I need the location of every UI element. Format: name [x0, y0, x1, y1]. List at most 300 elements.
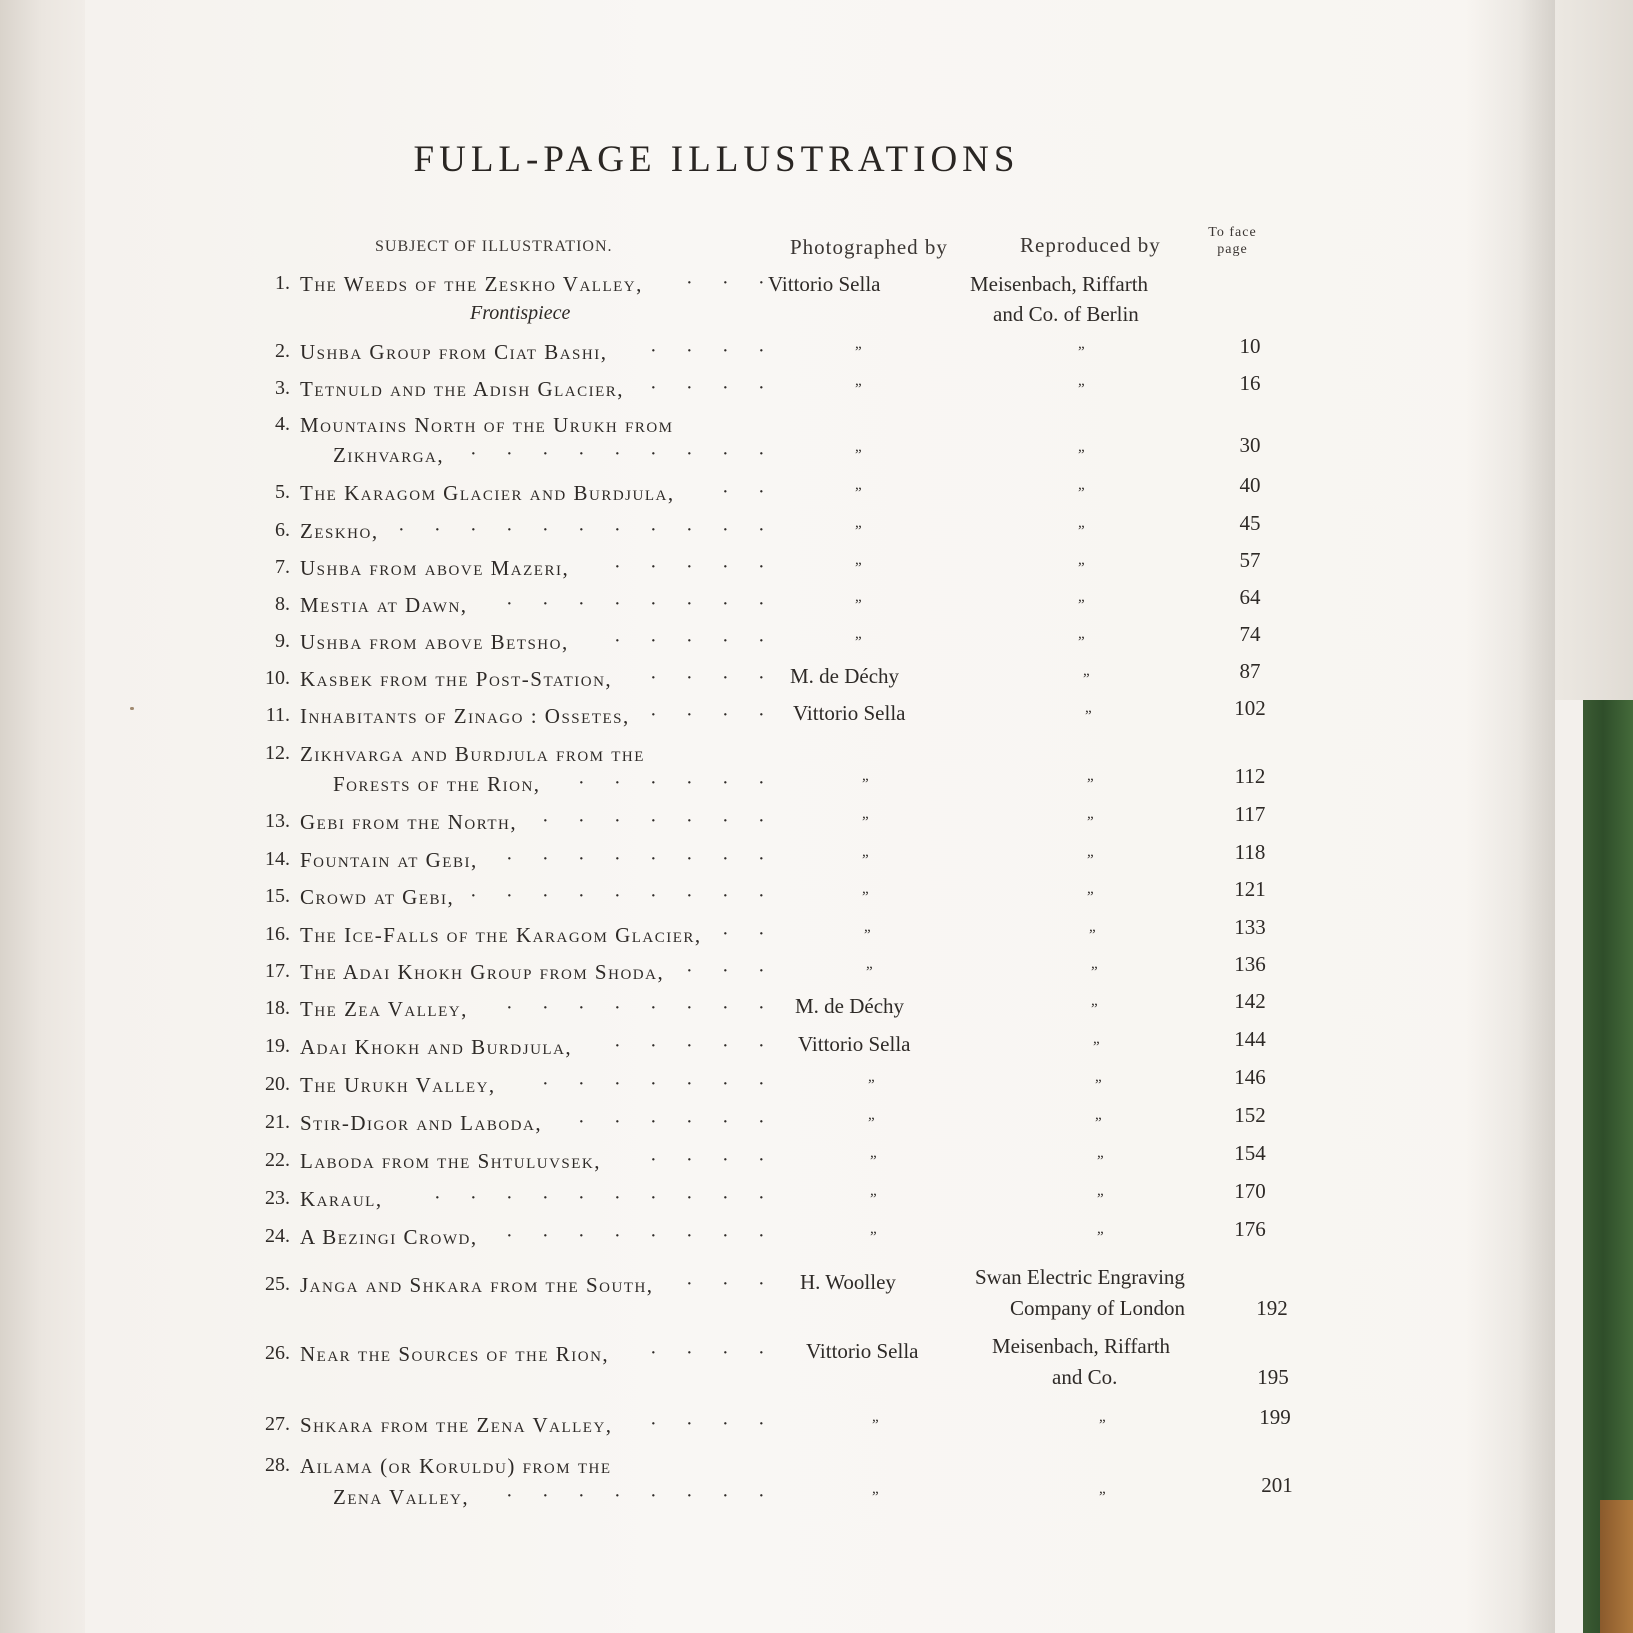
leader-dot: · — [758, 667, 765, 689]
row-photographer: Vittorio Sella — [806, 1339, 919, 1363]
row-title: Ushba from above Betsho, — [300, 630, 569, 654]
book-gutter — [0, 0, 85, 1633]
row-photographer: ” — [862, 814, 869, 830]
row-photographer: ” — [862, 852, 869, 868]
leader-dot: · — [758, 923, 765, 945]
leader-dot: · — [578, 1187, 585, 1209]
leader-dot: · — [614, 1073, 621, 1095]
leader-dot: · — [578, 1485, 585, 1507]
leader-dot: · — [506, 848, 513, 870]
row-reproducer: ” — [1083, 671, 1090, 687]
leader-dot: · — [650, 1187, 657, 1209]
leader-dot: · — [722, 704, 729, 726]
row-title: Zeskho, — [300, 519, 379, 543]
row-title: The Adai Khokh Group from Shoda, — [300, 960, 665, 984]
leader-dot: · — [758, 1342, 765, 1364]
leader-dot: · — [722, 1413, 729, 1435]
leader-dot: · — [506, 1187, 513, 1209]
row-photographer: ” — [866, 964, 873, 980]
leader-dot: · — [758, 1149, 765, 1171]
leader-dot: · — [686, 997, 693, 1019]
leader-dot: · — [686, 885, 693, 907]
leader-dot: · — [650, 1342, 657, 1364]
row-title: Near the Sources of the Rion, — [300, 1342, 610, 1366]
leader-dot: · — [434, 1187, 441, 1209]
leader-dot: · — [758, 772, 765, 794]
leader-dot: · — [650, 810, 657, 832]
leader-dot: · — [614, 1225, 621, 1247]
row-reproducer: ” — [1099, 1417, 1106, 1433]
leader-dot: · — [722, 1035, 729, 1057]
leader-dot: · — [506, 997, 513, 1019]
row-page: 30 — [1239, 433, 1261, 457]
row-page: 152 — [1234, 1103, 1266, 1127]
leader-dot: · — [758, 340, 765, 362]
row-page: 146 — [1234, 1065, 1266, 1089]
row-reproducer: ” — [1078, 485, 1085, 501]
leader-dot: · — [578, 519, 585, 541]
leader-dot: · — [722, 630, 729, 652]
leader-dot: · — [758, 443, 765, 465]
leader-dot: · — [722, 556, 729, 578]
leader-dot: · — [686, 772, 693, 794]
row-number: 11. — [265, 704, 290, 726]
row-photographer: ” — [870, 1229, 877, 1245]
leader-dot: · — [578, 443, 585, 465]
row-title: Janga and Shkara from the South, — [300, 1273, 654, 1297]
leader-dot: · — [758, 630, 765, 652]
row-page: 144 — [1234, 1027, 1266, 1051]
leader-dot: · — [614, 848, 621, 870]
leader-dot: · — [722, 1342, 729, 1364]
row-page: 45 — [1239, 511, 1261, 535]
leader-dot: · — [506, 1485, 513, 1507]
leader-dot: · — [686, 1073, 693, 1095]
row-reproducer: ” — [1087, 852, 1094, 868]
row-title: Ailama (or Koruldu) from the — [300, 1454, 612, 1478]
leader-dot: · — [578, 848, 585, 870]
row-reproducer: ” — [1091, 1001, 1098, 1017]
leader-dot: · — [758, 1035, 765, 1057]
leader-dot: · — [614, 1187, 621, 1209]
row-page: 201 — [1261, 1473, 1293, 1497]
leader-dot: · — [578, 772, 585, 794]
leader-dot: · — [758, 1413, 765, 1435]
leader-dot: · — [722, 1111, 729, 1133]
row-title: A Bezingi Crowd, — [300, 1225, 478, 1249]
leader-dot: · — [722, 481, 729, 503]
row-number: 18. — [265, 997, 290, 1019]
row-number: 7. — [275, 556, 290, 578]
header-to-face-line1: To face — [1208, 225, 1257, 240]
row-reproducer: ” — [1091, 964, 1098, 980]
row-photographer: M. de Déchy — [790, 664, 900, 688]
row-photographer: ” — [855, 485, 862, 501]
row-number: 27. — [265, 1413, 290, 1435]
leader-dot: · — [686, 1225, 693, 1247]
row-page: 16 — [1239, 371, 1261, 395]
leader-dot: · — [578, 885, 585, 907]
leader-dot: · — [758, 1225, 765, 1247]
leader-dot: · — [650, 519, 657, 541]
leader-dot: · — [470, 519, 477, 541]
row-number: 19. — [265, 1035, 290, 1057]
leader-dot: · — [542, 593, 549, 615]
leader-dot: · — [686, 704, 693, 726]
leader-dot: · — [650, 772, 657, 794]
row-number: 13. — [265, 810, 290, 832]
leader-dot: · — [614, 443, 621, 465]
leader-dot: · — [758, 1273, 765, 1295]
row-page: 102 — [1234, 696, 1266, 720]
leader-dot: · — [650, 1149, 657, 1171]
header-to-face-line2: page — [1217, 242, 1248, 257]
row-number: 28. — [265, 1454, 290, 1476]
leader-dot: · — [650, 667, 657, 689]
row-title: Zikhvarga and Burdjula from the — [300, 742, 645, 766]
leader-dot: · — [686, 1273, 693, 1295]
leader-dot: · — [650, 340, 657, 362]
leader-dot: · — [614, 593, 621, 615]
row-title-2: Zena Valley, — [333, 1485, 470, 1509]
row-number: 10. — [265, 667, 290, 689]
leader-dot: · — [506, 593, 513, 615]
row-reproducer: ” — [1078, 560, 1085, 576]
row-reproducer: Meisenbach, Riffarth — [970, 272, 1149, 296]
row-photographer: ” — [855, 523, 862, 539]
leader-dot: · — [506, 443, 513, 465]
row-title-2: Forests of the Rion, — [333, 772, 541, 796]
row-number: 9. — [275, 630, 290, 652]
leader-dot: · — [722, 923, 729, 945]
leader-dot: · — [578, 1111, 585, 1133]
row-title: The Ice-Falls of the Karagom Glacier, — [300, 923, 702, 947]
row-reproducer-2: Company of London — [1010, 1296, 1185, 1320]
row-reproducer: ” — [1095, 1115, 1102, 1131]
row-title: Laboda from the Shtuluvsek, — [300, 1149, 602, 1173]
leader-dot: · — [650, 1111, 657, 1133]
leader-dot: · — [614, 885, 621, 907]
leader-dot: · — [722, 1485, 729, 1507]
row-reproducer: ” — [1078, 447, 1085, 463]
leader-dot: · — [578, 1225, 585, 1247]
row-title: Inhabitants of Zinago : Ossetes, — [300, 704, 630, 728]
row-photographer: ” — [855, 381, 862, 397]
leader-dot: · — [650, 997, 657, 1019]
leader-dot: · — [722, 340, 729, 362]
row-page: 117 — [1234, 802, 1266, 826]
leader-dot: · — [722, 885, 729, 907]
row-photographer: Vittorio Sella — [768, 272, 881, 296]
row-title: Shkara from the Zena Valley, — [300, 1413, 613, 1437]
header-reproduced-by: Reproduced by — [1020, 233, 1161, 257]
row-photographer: H. Woolley — [800, 1270, 896, 1294]
leader-dot: · — [686, 593, 693, 615]
row-title: Adai Khokh and Burdjula, — [300, 1035, 573, 1059]
leader-dot: · — [722, 443, 729, 465]
leader-dot: · — [758, 997, 765, 1019]
row-reproducer: ” — [1089, 927, 1096, 943]
leader-dot: · — [758, 519, 765, 541]
leader-dot: · — [686, 960, 693, 982]
leader-dot: · — [722, 1225, 729, 1247]
leader-dot: · — [470, 885, 477, 907]
row-number: 16. — [265, 923, 290, 945]
leader-dot: · — [686, 1035, 693, 1057]
row-page: 192 — [1256, 1296, 1288, 1320]
leader-dot: · — [578, 810, 585, 832]
leader-dot: · — [470, 443, 477, 465]
leader-dot: · — [614, 997, 621, 1019]
leader-dot: · — [578, 997, 585, 1019]
row-number: 3. — [275, 377, 290, 399]
leader-dot: · — [542, 443, 549, 465]
leader-dot: · — [758, 960, 765, 982]
leader-dot: · — [650, 1413, 657, 1435]
leader-dot: · — [578, 1073, 585, 1095]
row-reproducer: ” — [1078, 523, 1085, 539]
row-photographer: ” — [870, 1191, 877, 1207]
leader-dot: · — [650, 593, 657, 615]
row-title: Fountain at Gebi, — [300, 848, 478, 872]
leader-dot: · — [614, 810, 621, 832]
row-page: 142 — [1234, 989, 1266, 1013]
row-photographer: ” — [864, 927, 871, 943]
row-number: 22. — [265, 1149, 290, 1171]
leader-dot: · — [506, 885, 513, 907]
leader-dot: · — [686, 377, 693, 399]
leader-dot: · — [722, 997, 729, 1019]
row-reproducer: ” — [1085, 708, 1092, 724]
paper-speck — [130, 707, 134, 710]
row-page: 154 — [1234, 1141, 1266, 1165]
leader-dot: · — [722, 1273, 729, 1295]
row-page: 195 — [1257, 1365, 1289, 1389]
row-title: Stir-Digor and Laboda, — [300, 1111, 543, 1135]
row-number: 15. — [265, 885, 290, 907]
leader-dot: · — [542, 885, 549, 907]
leader-dot: · — [650, 1073, 657, 1095]
leader-dot: · — [686, 1413, 693, 1435]
row-number: 26. — [265, 1342, 290, 1364]
row-photographer: ” — [855, 597, 862, 613]
row-photographer: ” — [862, 889, 869, 905]
row-photographer: ” — [868, 1077, 875, 1093]
leader-dot: · — [686, 1485, 693, 1507]
row-number: 4. — [275, 413, 290, 435]
leader-dot: · — [758, 810, 765, 832]
row-reproducer: ” — [1097, 1229, 1104, 1245]
row-page: 87 — [1239, 659, 1261, 683]
leader-dot: · — [758, 885, 765, 907]
row-title: The Weeds of the Zeskho Valley, — [300, 272, 643, 296]
leader-dot: · — [542, 997, 549, 1019]
row-reproducer: ” — [1087, 889, 1094, 905]
row-number: 2. — [275, 340, 290, 362]
row-reproducer: Meisenbach, Riffarth — [992, 1334, 1171, 1358]
leader-dot: · — [686, 1187, 693, 1209]
leader-dot: · — [722, 1149, 729, 1171]
row-reproducer: ” — [1078, 344, 1085, 360]
leader-dot: · — [434, 519, 441, 541]
row-reproducer-2: and Co. of Berlin — [993, 302, 1139, 326]
row-page: 57 — [1239, 548, 1261, 572]
row-reproducer-2: and Co. — [1052, 1365, 1118, 1389]
row-number: 25. — [265, 1273, 290, 1295]
row-number: 17. — [265, 960, 290, 982]
row-photographer: ” — [855, 344, 862, 360]
row-title: Crowd at Gebi, — [300, 885, 455, 909]
row-title: The Zea Valley, — [300, 997, 468, 1021]
leader-dot: · — [506, 519, 513, 541]
leader-dot: · — [686, 443, 693, 465]
row-reproducer: ” — [1097, 1153, 1104, 1169]
row-reproducer: ” — [1087, 814, 1094, 830]
leader-dot: · — [398, 519, 405, 541]
leader-dot: · — [686, 272, 693, 294]
row-photographer: M. de Déchy — [795, 994, 905, 1018]
leader-dot: · — [650, 556, 657, 578]
row-page: 10 — [1239, 334, 1261, 358]
leader-dot: · — [686, 519, 693, 541]
leader-dot: · — [686, 1149, 693, 1171]
leader-dot: · — [650, 443, 657, 465]
row-reproducer: ” — [1087, 776, 1094, 792]
row-reproducer: Swan Electric Engraving — [975, 1265, 1185, 1289]
row-title: Ushba Group from Ciat Bashi, — [300, 340, 608, 364]
leader-dot: · — [650, 630, 657, 652]
leader-dot: · — [650, 704, 657, 726]
row-page: 112 — [1234, 764, 1266, 788]
row-number: 12. — [265, 742, 290, 764]
leader-dot: · — [686, 1111, 693, 1133]
row-photographer: ” — [855, 560, 862, 576]
row-reproducer: ” — [1078, 597, 1085, 613]
row-reproducer: ” — [1078, 634, 1085, 650]
row-number: 23. — [265, 1187, 290, 1209]
row-title: Ushba from above Mazeri, — [300, 556, 570, 580]
row-number: 14. — [265, 848, 290, 870]
leader-dot: · — [614, 519, 621, 541]
row-page: 136 — [1234, 952, 1266, 976]
leader-dot: · — [758, 1485, 765, 1507]
leader-dot: · — [614, 1035, 621, 1057]
row-number: 1. — [275, 272, 290, 294]
leader-dot: · — [722, 667, 729, 689]
leader-dot: · — [722, 377, 729, 399]
leader-dot: · — [722, 1073, 729, 1095]
leader-dot: · — [542, 1073, 549, 1095]
leader-dot: · — [650, 1035, 657, 1057]
row-photographer: ” — [872, 1489, 879, 1505]
leader-dot: · — [614, 556, 621, 578]
leader-dot: · — [722, 810, 729, 832]
leader-dot: · — [686, 1342, 693, 1364]
binding-corner — [1600, 1500, 1633, 1633]
leader-dot: · — [686, 556, 693, 578]
row-title: Mestia at Dawn, — [300, 593, 468, 617]
leader-dot: · — [722, 1187, 729, 1209]
leader-dot: · — [614, 772, 621, 794]
row-title: The Karagom Glacier and Burdjula, — [300, 481, 675, 505]
leader-dot: · — [578, 593, 585, 615]
page-edge — [1555, 0, 1633, 700]
leader-dot: · — [722, 272, 729, 294]
row-page: 199 — [1259, 1405, 1291, 1429]
row-page: 64 — [1239, 585, 1261, 609]
leader-dot: · — [722, 772, 729, 794]
row-photographer: ” — [872, 1417, 879, 1433]
leader-dot: · — [542, 1225, 549, 1247]
row-reproducer: ” — [1095, 1077, 1102, 1093]
row-reproducer: ” — [1099, 1489, 1106, 1505]
row-title: Tetnuld and the Adish Glacier, — [300, 377, 625, 401]
leader-dot: · — [758, 593, 765, 615]
row-number: 24. — [265, 1225, 290, 1247]
leader-dot: · — [758, 1111, 765, 1133]
page-title: FULL-PAGE ILLUSTRATIONS — [413, 139, 1020, 180]
row-title: Gebi from the North, — [300, 810, 518, 834]
leader-dot: · — [686, 848, 693, 870]
leader-dot: · — [542, 519, 549, 541]
row-photographer: ” — [868, 1115, 875, 1131]
row-photographer: ” — [855, 634, 862, 650]
leader-dot: · — [758, 1073, 765, 1095]
leader-dot: · — [722, 519, 729, 541]
row-page: 170 — [1234, 1179, 1266, 1203]
row-subtitle: Frontispiece — [470, 302, 571, 324]
leader-dot: · — [758, 481, 765, 503]
row-reproducer: ” — [1097, 1191, 1104, 1207]
leader-dot: · — [758, 704, 765, 726]
row-reproducer: ” — [1078, 381, 1085, 397]
leader-dot: · — [686, 630, 693, 652]
leader-dot: · — [542, 848, 549, 870]
leader-dot: · — [650, 848, 657, 870]
leader-dot: · — [614, 630, 621, 652]
leader-dot: · — [470, 1187, 477, 1209]
row-photographer: ” — [870, 1153, 877, 1169]
header-to-face-page — [1195, 224, 1270, 258]
row-number: 6. — [275, 519, 290, 541]
leader-dot: · — [650, 1485, 657, 1507]
header-photographed-by: Photographed by — [790, 235, 948, 259]
leader-dot: · — [506, 1225, 513, 1247]
row-page: 118 — [1234, 840, 1266, 864]
row-page: 133 — [1234, 915, 1266, 939]
row-number: 21. — [265, 1111, 290, 1133]
leader-dot: · — [758, 556, 765, 578]
row-number: 5. — [275, 481, 290, 503]
leader-dot: · — [650, 885, 657, 907]
leader-dot: · — [686, 340, 693, 362]
row-number: 20. — [265, 1073, 290, 1095]
row-photographer: ” — [855, 447, 862, 463]
row-photographer: Vittorio Sella — [798, 1032, 911, 1056]
row-page: 121 — [1234, 877, 1266, 901]
row-title-2: Zikhvarga, — [333, 443, 445, 467]
leader-dot: · — [758, 377, 765, 399]
row-title: Karaul, — [300, 1187, 383, 1211]
leader-dot: · — [722, 593, 729, 615]
row-title: The Urukh Valley, — [300, 1073, 496, 1097]
row-title: Kasbek from the Post-Station, — [300, 667, 613, 691]
page-edge-shadow — [1465, 0, 1555, 1633]
row-title: Mountains North of the Urukh from — [300, 413, 674, 437]
leader-dot: · — [722, 848, 729, 870]
row-page: 176 — [1234, 1217, 1266, 1241]
leader-dot: · — [650, 1225, 657, 1247]
